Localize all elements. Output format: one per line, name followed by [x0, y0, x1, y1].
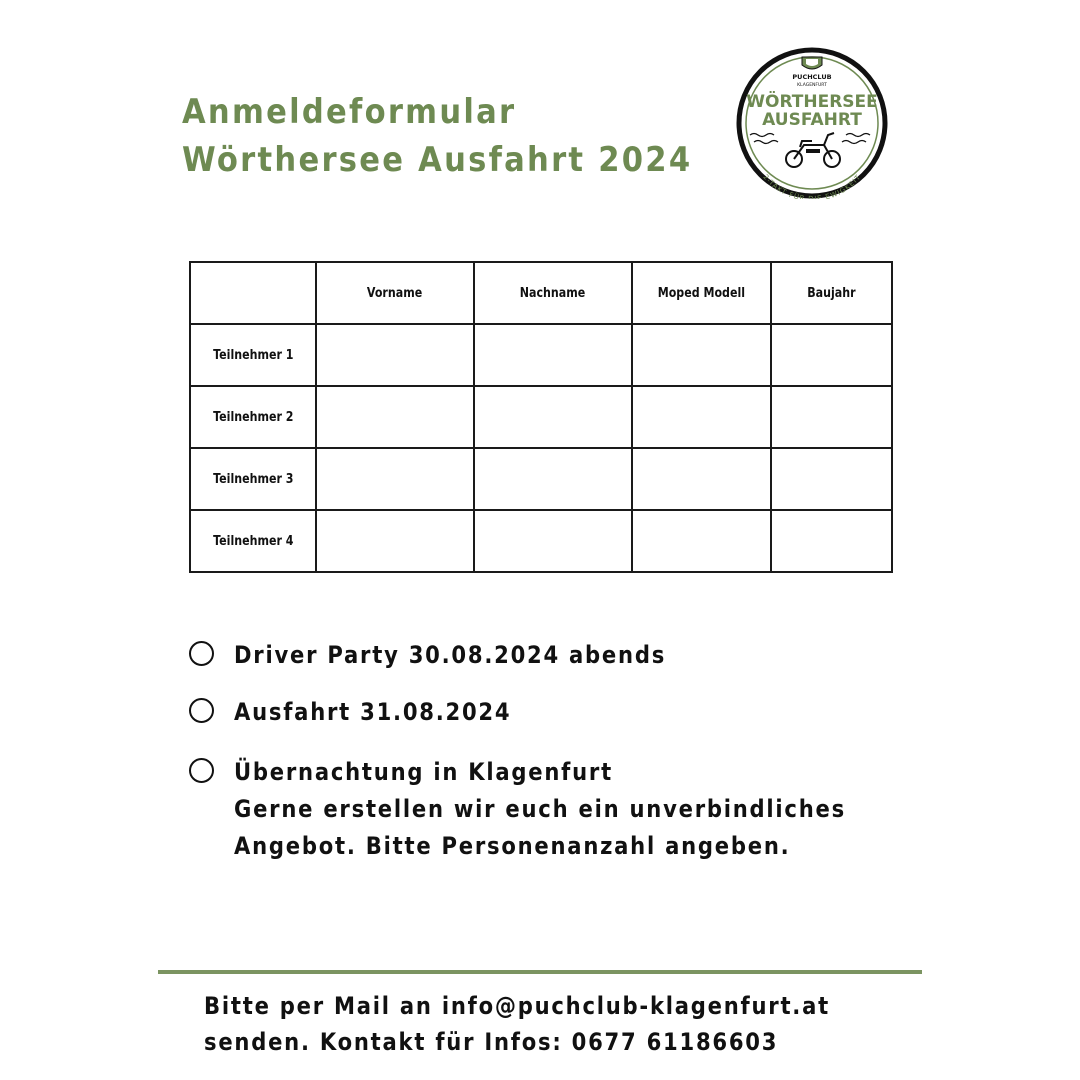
- logo-line2: AUSFAHRT: [762, 110, 862, 130]
- radio-ausfahrt[interactable]: [189, 698, 214, 723]
- nachname-field[interactable]: [474, 324, 632, 386]
- vorname-field[interactable]: [316, 386, 474, 448]
- participant-table: [189, 261, 893, 573]
- row-label: Teilnehmer 3: [190, 448, 316, 510]
- header-cell-empty: [190, 262, 316, 324]
- option-driver-party[interactable]: [189, 637, 725, 674]
- title-line-1: Anmeldeformular: [182, 92, 517, 132]
- logo-club-text: PUCHCLUB: [792, 73, 832, 81]
- logo-line1: WÖRTHERSEE: [746, 92, 878, 112]
- option-uebernachtung[interactable]: [189, 754, 929, 865]
- page-title: [182, 88, 692, 184]
- option-ausfahrt[interactable]: [189, 694, 549, 731]
- moped-modell-field[interactable]: [632, 510, 771, 572]
- vorname-field[interactable]: [316, 448, 474, 510]
- vorname-field[interactable]: [316, 324, 474, 386]
- table-row: [190, 386, 892, 448]
- moped-modell-field[interactable]: [632, 386, 771, 448]
- table-row: [190, 324, 892, 386]
- table-row: [190, 510, 892, 572]
- header-cell-baujahr: Baujahr: [771, 262, 892, 324]
- table-header-row: [190, 262, 892, 324]
- logo-city-text: KLAGENFURT: [797, 83, 827, 88]
- footer-line-1: Bitte per Mail an info@puchclub-klagenfurt.at: [204, 992, 830, 1020]
- baujahr-field[interactable]: [771, 510, 892, 572]
- header-cell-vorname: Vorname: [316, 262, 474, 324]
- footer-note: [204, 988, 830, 1060]
- nachname-field[interactable]: [474, 510, 632, 572]
- crest-icon: [802, 57, 822, 69]
- header-cell-nachname: Nachname: [474, 262, 632, 324]
- radio-driver-party[interactable]: [189, 641, 214, 666]
- row-label: Teilnehmer 4: [190, 510, 316, 572]
- header-cell-moped-modell: Moped Modell: [632, 262, 771, 324]
- option-label: Driver Party 30.08.2024 abends: [234, 641, 667, 669]
- table-row: [190, 448, 892, 510]
- moped-modell-field[interactable]: [632, 324, 771, 386]
- option-description-line: Gerne erstellen wir euch ein unverbindliches: [234, 795, 846, 823]
- option-label: Übernachtung in Klagenfurt: [234, 758, 613, 786]
- divider: [158, 970, 922, 974]
- club-logo: [736, 47, 888, 199]
- radio-uebernachtung[interactable]: [189, 758, 214, 783]
- footer-line-2: senden. Kontakt für Infos: 0677 61186603: [204, 1028, 779, 1056]
- row-label: Teilnehmer 1: [190, 324, 316, 386]
- baujahr-field[interactable]: [771, 448, 892, 510]
- row-label: Teilnehmer 2: [190, 386, 316, 448]
- logo-tagline: 2-TAKT FÜR DIE EWIGKEIT: [761, 173, 863, 199]
- baujahr-field[interactable]: [771, 324, 892, 386]
- nachname-field[interactable]: [474, 386, 632, 448]
- baujahr-field[interactable]: [771, 386, 892, 448]
- vorname-field[interactable]: [316, 510, 474, 572]
- option-label: Ausfahrt 31.08.2024: [234, 698, 512, 726]
- option-description-line: Angebot. Bitte Personenanzahl angeben.: [234, 832, 791, 860]
- nachname-field[interactable]: [474, 448, 632, 510]
- title-line-2: Wörthersee Ausfahrt 2024: [182, 140, 693, 180]
- moped-modell-field[interactable]: [632, 448, 771, 510]
